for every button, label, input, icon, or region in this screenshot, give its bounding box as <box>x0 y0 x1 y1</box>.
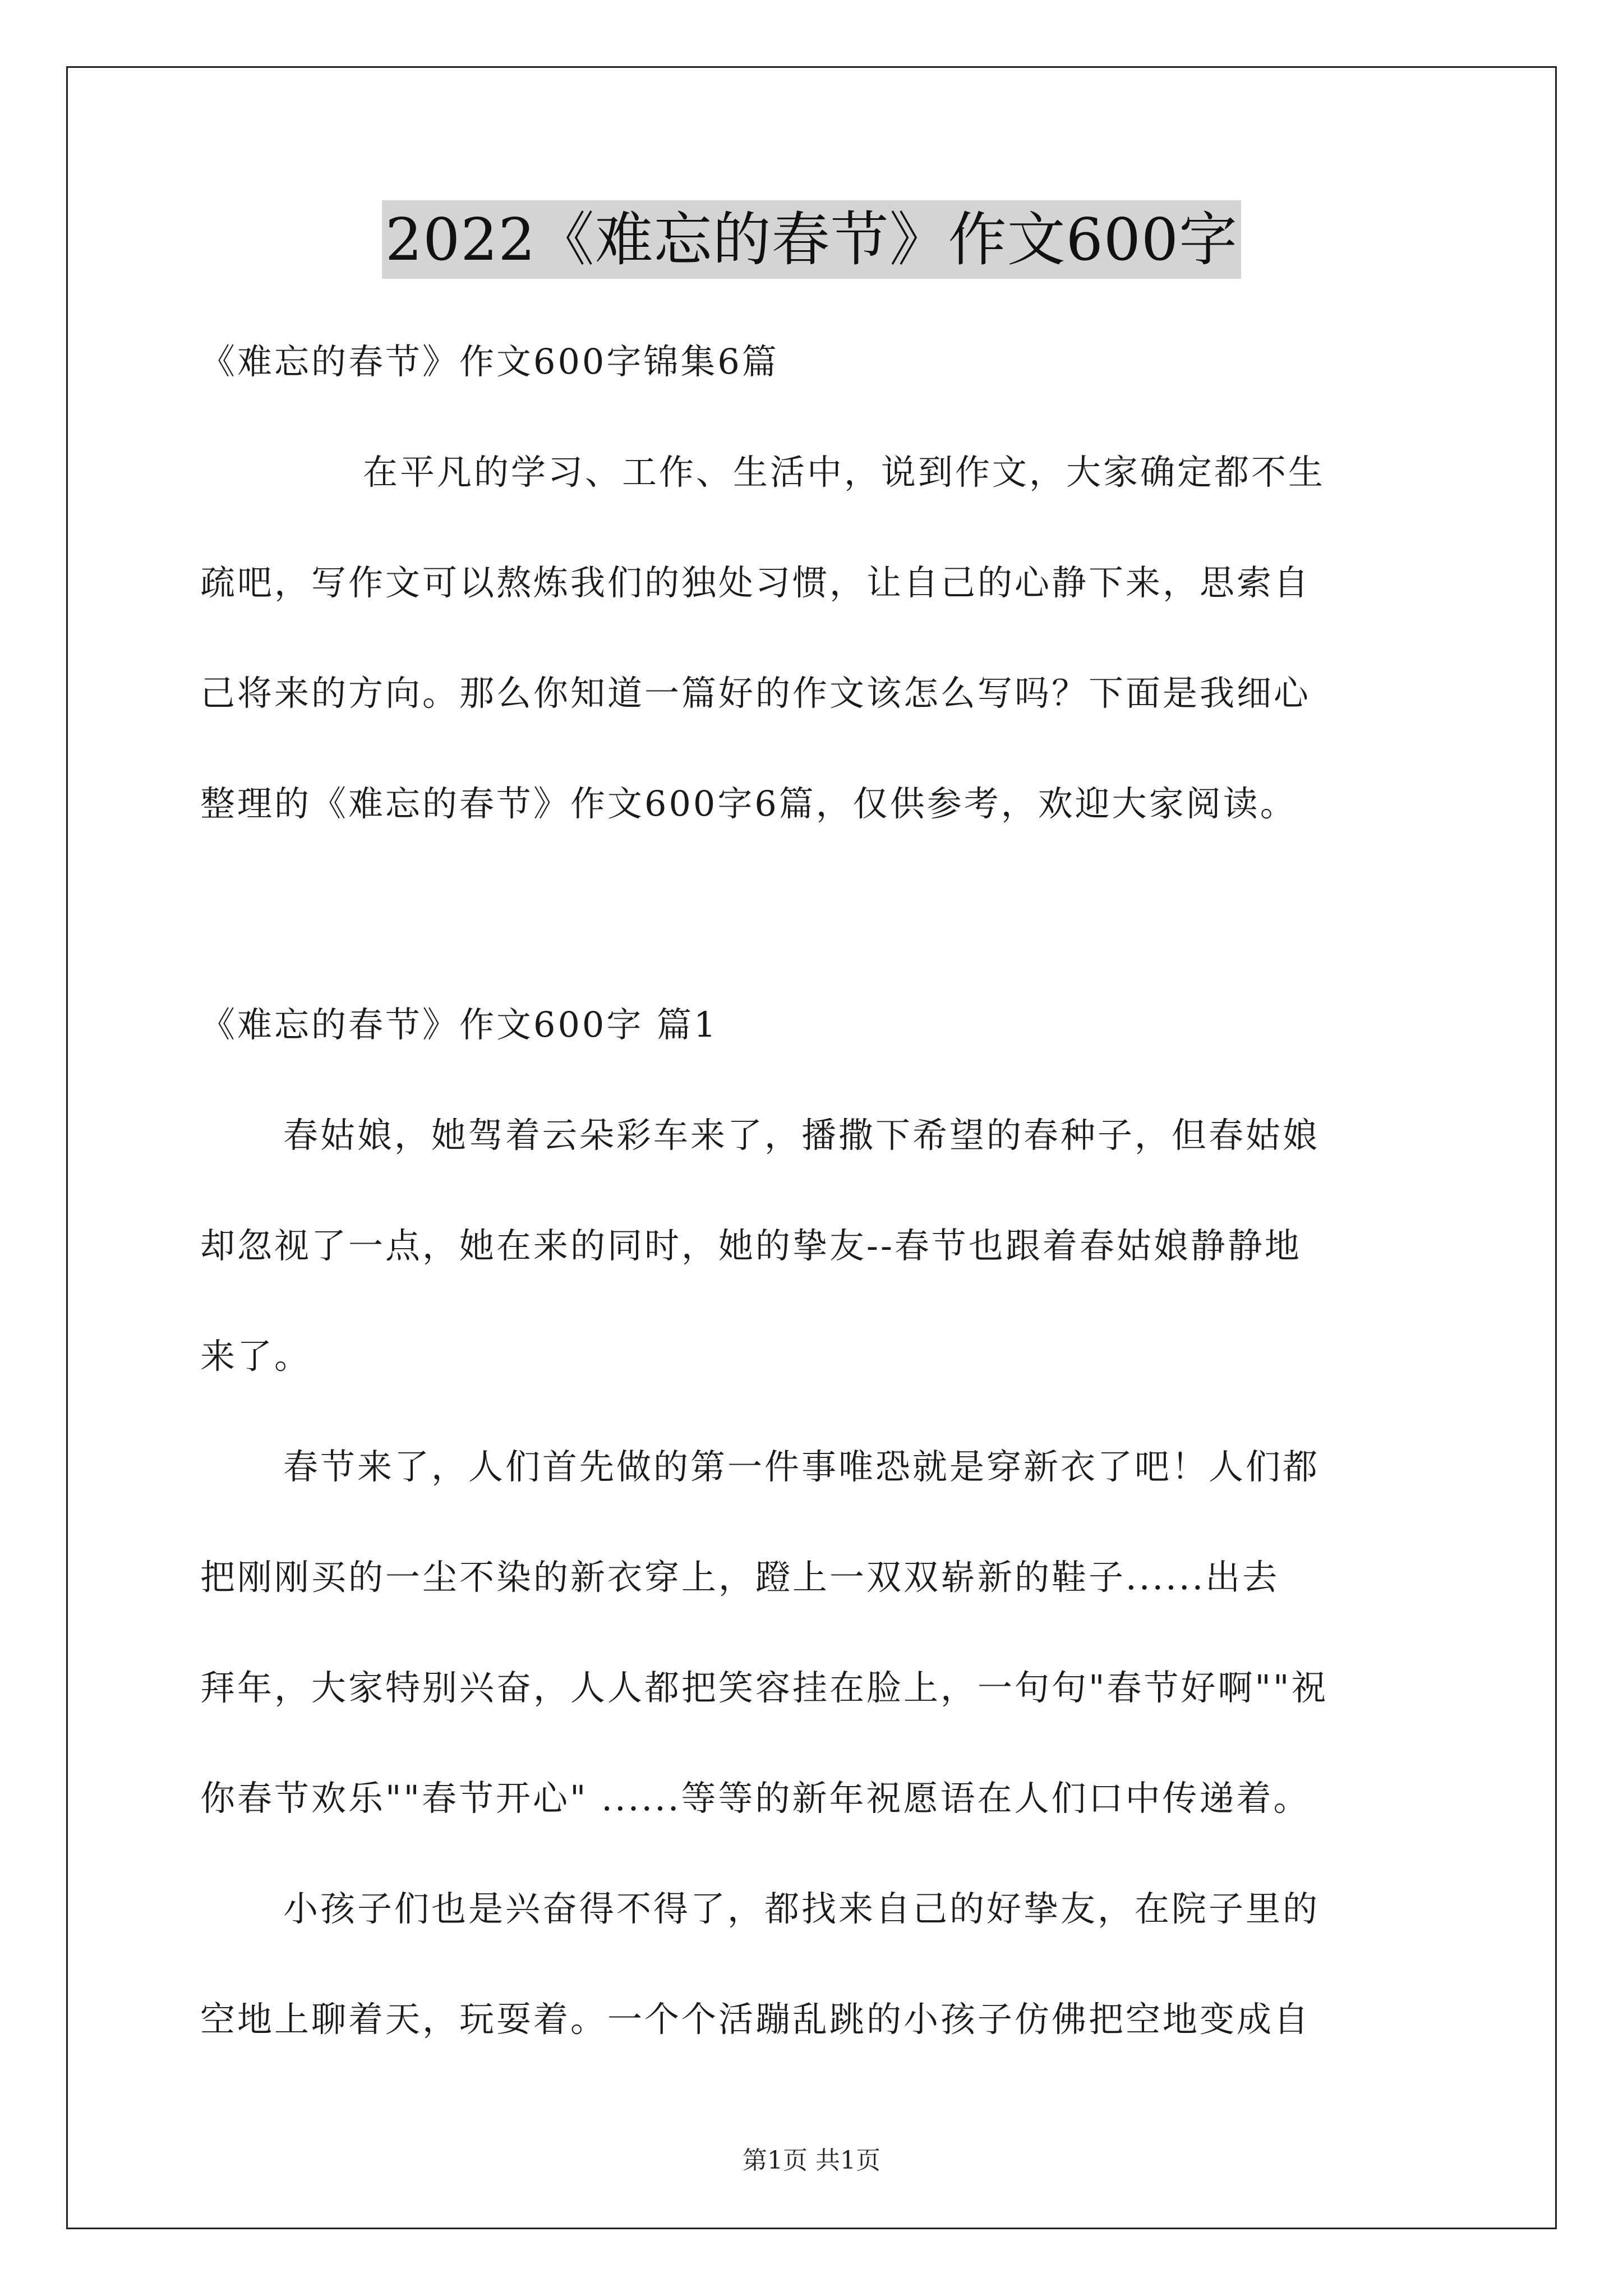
section-spacer <box>200 859 1434 969</box>
section-heading: 《难忘的春节》作文600字 篇1 <box>200 1004 718 1045</box>
paragraph-line: 空地上聊着天，玩耍着。一个个活蹦乱跳的小孩子仿佛把空地变成自 <box>200 1999 1311 2040</box>
paragraph-line: 你春节欢乐""春节开心" ......等等的新年祝愿语在人们口中传递着。 <box>200 1778 1311 1819</box>
paragraph-line: 把刚刚买的一尘不染的新衣穿上，蹬上一双双崭新的鞋子......出去 <box>200 1557 1280 1598</box>
title-container <box>0 200 1623 279</box>
page-footer: 第1页 共1页 <box>743 2146 880 2175</box>
paragraph-line: 小孩子们也是兴奋得不得了，都找来自己的好挚友，在院子里的 <box>283 1888 1320 1929</box>
paragraph-line: 拜年，大家特别兴奋，人人都把笑容挂在脸上，一句句"春节好啊""祝 <box>200 1667 1329 1708</box>
paragraph-line: 来了。 <box>200 1336 312 1377</box>
intro-line: 己将来的方向。那么你知道一篇好的作文该怎么写吗？下面是我细心 <box>200 673 1311 714</box>
document-title: 2022《难忘的春节》作文600字 <box>382 200 1241 279</box>
intro-line: 疏吧，写作文可以熬炼我们的独处习惯，让自己的心静下来，思索自 <box>200 562 1311 603</box>
intro-line: 在平凡的学习、工作、生活中，说到作文，大家确定都不生 <box>363 452 1326 493</box>
paragraph-line: 春姑娘，她驾着云朵彩车来了，播撒下希望的春种子，但春姑娘 <box>283 1115 1320 1156</box>
paragraph-line: 春节来了，人们首先做的第一件事唯恐就是穿新衣了吧！人们都 <box>283 1446 1320 1487</box>
document-subtitle: 《难忘的春节》作文600字锦集6篇 <box>200 341 779 382</box>
paragraph-line: 却忽视了一点，她在来的同时，她的挚友--春节也跟着春姑娘静静地 <box>200 1225 1302 1266</box>
document-body <box>200 306 1434 2074</box>
intro-line: 整理的《难忘的春节》作文600字6篇，仅供参考，欢迎大家阅读。 <box>200 783 1297 824</box>
